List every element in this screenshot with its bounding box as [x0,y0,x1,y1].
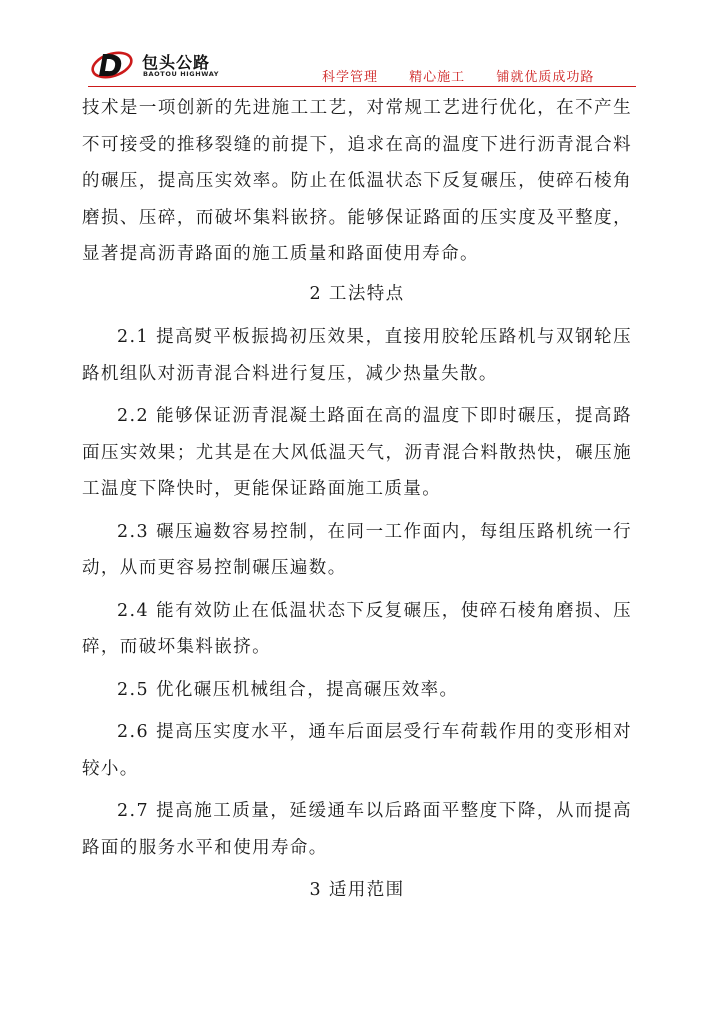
item-2-5: 2.5 优化碾压机械组合，提高碾压效率。 [117,679,459,700]
header-slogan [322,66,594,85]
slogan-part-3: 铺就优质成功路 [496,70,595,85]
header-divider [88,86,636,87]
item-2-2: 2.2 能够保证沥青混凝土路面在高的温度下即时碾压，提高路面压实效果；尤其是在大风低温天气，沥青混合料散热快，碾压施工温度下降快时，更能保证路面施工质量。 [82,406,632,499]
section-3-heading: 3 适用范围 [309,880,405,900]
item-2-6: 2.6 提高压实度水平，通车后面层受行车荷载作用的变形相对较小。 [82,722,632,779]
page-header [88,48,636,86]
logo-english-name: BAOTOU HIGHWAY [143,70,220,78]
item-2-1: 2.1 提高熨平板振捣初压效果，直接用胶轮压路机与双钢轮压路机组队对沥青混合料进行复压，减少热量失散。 [82,327,632,384]
logo-chinese-name: 包头公路 [142,53,211,72]
item-2-4: 2.4 能有效防止在低温状态下反复碾压，使碎石棱角磨损、压碎，而破坏集料嵌挤。 [82,600,632,657]
item-2-3: 2.3 碾压遍数容易控制，在同一工作面内，每组压路机统一行动，从而更容易控制碾压遍数。 [82,521,632,578]
document-body [82,90,632,909]
slogan-part-2: 精心施工 [409,70,466,85]
slogan-part-1: 科学管理 [322,70,379,85]
baotou-highway-logo-icon [90,48,134,82]
section-2-heading: 2 工法特点 [309,283,405,304]
intro-paragraph: 技术是一项创新的先进施工工艺，对常规工艺进行优化，在不产生不可接受的推移裂缝的前提下，追求在高的温度下进行沥青混合料的碾压，提高压实效率。防止在低温状态下反复碾压，使碎石棱角磨损、压碎，而破坏集料嵌挤。能够保证路面的压实度及平整度，显著提高沥青路面的施工质量和路面使用寿命。 [82,98,632,264]
item-2-7: 2.7 提高施工质量，延缓通车以后路面平整度下降，从而提高路面的服务水平和使用寿命。 [82,801,632,858]
